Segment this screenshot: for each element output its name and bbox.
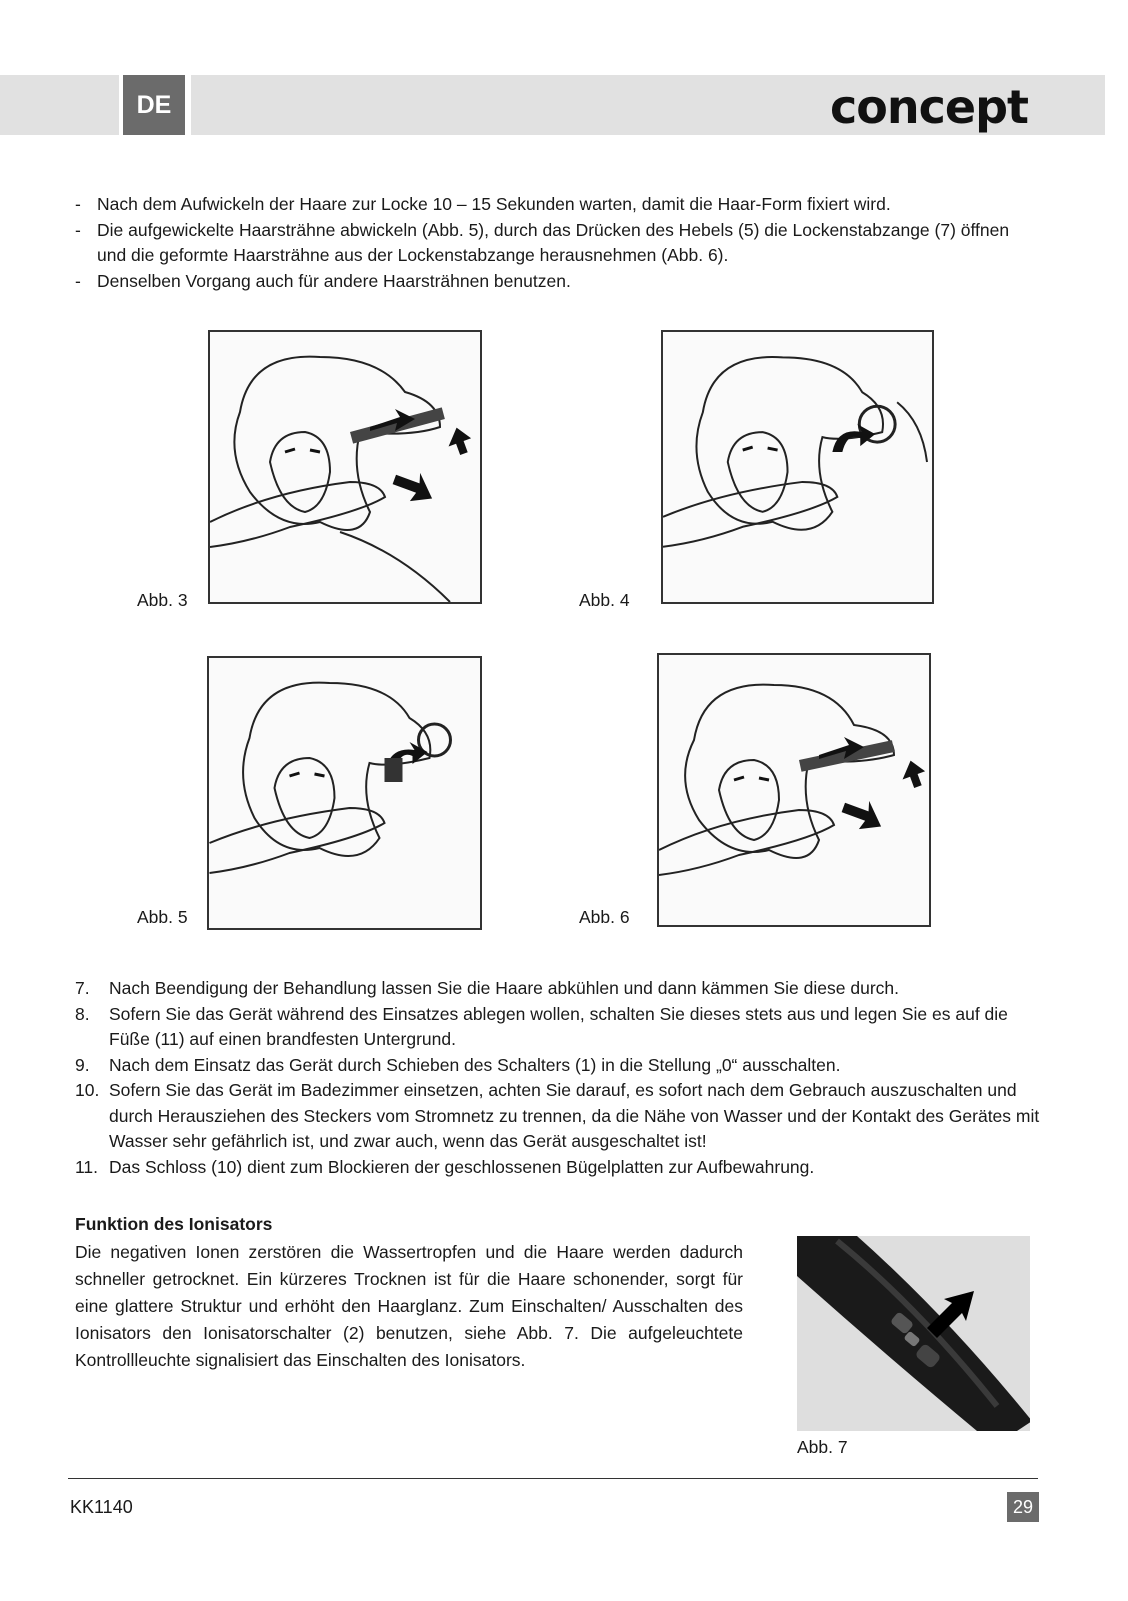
illustration-curling-abb3 (210, 332, 480, 602)
caption-abb5: Abb. 5 (137, 907, 188, 927)
step-number: 11. (75, 1156, 99, 1177)
step-text: Das Schloss (10) dient zum Blockieren der geschlossenen Bügelplatten zur Aufbewahrung. (109, 1156, 815, 1177)
caption-abb4: Abb. 4 (579, 590, 630, 610)
figure-abb4 (661, 330, 934, 604)
bullet-text: Nach dem Aufwickeln der Haare zur Locke 10 – 15 Sekunden warten, damit die Haar-Form fixiert wird. (97, 194, 891, 214)
photo-ionizer-switch (797, 1236, 1030, 1431)
bullet-dash: - (75, 219, 81, 240)
step-number: 9. (75, 1054, 90, 1075)
list-item (75, 976, 1040, 1002)
step-number: 7. (75, 978, 90, 998)
list-item (75, 1078, 1040, 1155)
caption-abb7: Abb. 7 (797, 1437, 848, 1457)
brand-logo: concept (829, 80, 1028, 134)
bullet-dash: - (75, 270, 81, 291)
figure-abb3 (208, 330, 482, 604)
page-number: 29 (1007, 1492, 1039, 1522)
list-item (75, 192, 1040, 218)
list-item (75, 218, 1040, 269)
illustration-curling-abb6 (659, 655, 929, 925)
section-text: Die negativen Ionen zerstören die Wassertropfen und die Haare werden dadurch schneller getrocknet. Ein kürzeres Trocknen ist für die Haare schonender, sorgt für eine glattere Struktur und erhöht den Haarglanz. Zum Einschalten/ Ausschalten des Ionisators den Ionisatorschalter (2) benutzen, siehe Abb. 7. Die aufgeleuchtete Kontrollleuchte signalisiert das Einschalten des Ionisators. (75, 1242, 743, 1370)
bullet-list (75, 192, 1040, 294)
illustration-curling-abb5 (209, 658, 480, 928)
list-item (75, 269, 1040, 295)
list-item (75, 1053, 1040, 1079)
list-item (75, 1155, 1040, 1181)
list-item (75, 1002, 1040, 1053)
step-text: Sofern Sie das Gerät im Badezimmer einsetzen, achten Sie darauf, es sofort nach dem Gebrauch auszuschalten und durch Herausziehen des Steckers vom Stromnetz zu trennen, da die Nähe von Wasser und der Kontakt des Gerätes mit Wasser sehr gefährlich ist, und zwar auch, wenn das Gerät ausgeschaltet ist! (109, 1080, 1040, 1151)
caption-abb3: Abb. 3 (137, 590, 188, 610)
step-text: Sofern Sie das Gerät während des Einsatzes ablegen wollen, schalten Sie dieses stets aus und legen Sie es auf die Füße (11) auf einen brandfesten Untergrund. (109, 1003, 1008, 1049)
figure-abb5 (207, 656, 482, 930)
illustration-curling-abb4 (663, 332, 932, 602)
section-title: Funktion des Ionisators (75, 1214, 273, 1234)
bullet-text: Denselben Vorgang auch für andere Haarsträhnen benutzen. (97, 270, 571, 291)
numbered-steps (75, 976, 1040, 1180)
footer-divider (68, 1478, 1038, 1479)
footer-model: KK1140 (70, 1497, 133, 1517)
step-number: 8. (75, 1003, 90, 1024)
step-text: Nach Beendigung der Behandlung lassen Sie die Haare abkühlen und dann kämmen Sie diese durch. (109, 978, 899, 998)
step-text: Nach dem Einsatz das Gerät durch Schieben des Schalters (1) in die Stellung „0“ ausschalten. (109, 1054, 841, 1075)
step-number: 10. (75, 1080, 100, 1100)
figure-abb6 (657, 653, 931, 927)
figure-abb7 (797, 1236, 1030, 1431)
bullet-text: Die aufgewickelte Haarsträhne abwickeln (Abb. 5), durch das Drücken des Hebels (5) die Lockenstabzange (7) öffnen und die geformte Haarsträhne aus der Lockenstabzange herausnehmen (Abb. 6). (97, 219, 1010, 265)
bullet-dash: - (75, 194, 81, 214)
caption-abb6: Abb. 6 (579, 907, 630, 927)
language-badge: DE (119, 75, 191, 135)
